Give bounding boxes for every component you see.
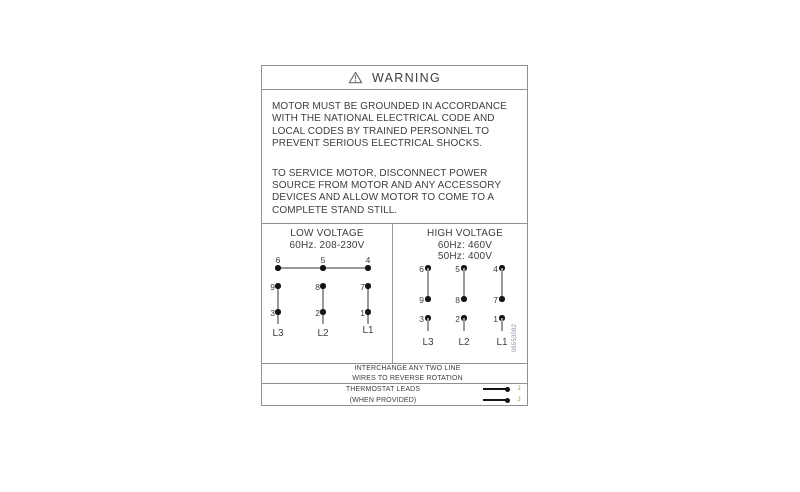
hv-terminal-8-dot: [461, 296, 467, 302]
rotation-note-row: [262, 363, 527, 383]
hv-terminal-2-number: 2: [455, 313, 460, 324]
lv-terminal-5-dot: [320, 265, 326, 271]
hv-wire-3-l3: [427, 318, 428, 331]
thermostat-lead-dot: [505, 398, 510, 403]
lv-terminal-3-number: 3: [270, 307, 275, 318]
lv-wire-8-2: [322, 286, 323, 324]
hv-line-label-l2: L2: [458, 337, 470, 348]
paragraph-line: COMPLETE STAND STILL.: [272, 204, 398, 216]
hv-terminal-3-number: 3: [419, 313, 424, 324]
lv-terminal-2-number: 2: [315, 307, 320, 318]
lv-terminal-9-dot: [275, 283, 281, 289]
warning-title: WARNING: [371, 70, 442, 85]
hv-terminal-6-number: 6: [419, 263, 424, 274]
paragraph-line: DEVICES AND ALLOW MOTOR TO COME TO A: [272, 192, 495, 204]
warning-header: [262, 66, 527, 90]
grounding-paragraph: [272, 101, 527, 151]
hv-terminal-4-number: 4: [493, 263, 498, 274]
lv-terminal-7-number: 7: [360, 281, 365, 292]
thermostat-lead-label-j: J: [517, 385, 521, 392]
service-paragraph: [272, 168, 527, 218]
lv-wire-9-3: [277, 286, 278, 324]
hv-wire-6-9: [427, 268, 428, 300]
hv-terminal-5-number: 5: [455, 263, 460, 274]
high-voltage-subtitle-60hz: 60Hz: 460V: [437, 239, 493, 251]
lv-terminal-4-dot: [365, 265, 371, 271]
lv-line-label-l1: L1: [362, 325, 374, 336]
hv-terminal-9-number: 9: [419, 294, 424, 305]
lv-terminal-4-number: 4: [365, 255, 371, 265]
thermostat-lead-wire: [483, 388, 507, 389]
hv-terminal-7-number: 7: [493, 294, 498, 305]
lv-terminal-9-number: 9: [270, 281, 275, 292]
lv-wire-7-1: [367, 286, 368, 324]
hv-wire-5-8: [463, 268, 464, 300]
high-voltage-title: HIGH VOLTAGE: [427, 228, 503, 239]
paragraph-line: SOURCE FROM MOTOR AND ANY ACCESSORY: [272, 180, 502, 192]
thermostat-lead-dot: [505, 387, 510, 392]
hv-wire-1-l1: [501, 318, 502, 331]
hv-wire-2-l2: [463, 318, 464, 331]
hv-terminal-8-number: 8: [455, 294, 460, 305]
hv-terminal-9-dot: [425, 296, 431, 302]
hv-line-label-l3: L3: [422, 337, 434, 348]
lv-terminal-7-dot: [365, 283, 371, 289]
lv-terminal-6-dot: [275, 265, 281, 271]
paragraph-line: MOTOR MUST BE GROUNDED IN ACCORDANCE: [272, 101, 507, 112]
high-voltage-heading: [400, 228, 530, 263]
hv-terminal-7-dot: [499, 296, 505, 302]
lv-terminal-1-dot: [365, 309, 371, 315]
high-voltage-subtitle-50hz: 50Hz: 400V: [437, 251, 493, 262]
lv-terminal-8-number: 8: [315, 281, 320, 292]
lv-terminal-8-dot: [320, 283, 326, 289]
paragraph-line: LOCAL CODES BY TRAINED PERSONNEL TO: [272, 125, 490, 137]
lv-terminal-1-number: 1: [360, 307, 365, 318]
low-voltage-heading: [262, 228, 392, 251]
motor-warning-label: [261, 65, 528, 406]
low-voltage-subtitle: 60Hz. 208-230V: [289, 239, 365, 251]
rotation-note-line2: WIRES TO REVERSE ROTATION: [352, 374, 463, 382]
lv-terminal-3-dot: [275, 309, 281, 315]
hv-line-label-l1: L1: [496, 337, 508, 348]
paragraph-line: WITH THE NATIONAL ELECTRICAL CODE AND: [272, 113, 495, 125]
rotation-note-line1: INTERCHANGE ANY TWO LINE: [354, 364, 461, 372]
paragraph-line: PREVENT SERIOUS ELECTRICAL SHOCKS.: [272, 138, 483, 150]
lv-terminal-5-number: 5: [320, 255, 326, 265]
lv-terminal-2-dot: [320, 309, 326, 315]
lv-terminal-6-number: 6: [275, 255, 281, 265]
low-voltage-title: LOW VOLTAGE: [290, 228, 364, 239]
hv-terminal-1-number: 1: [493, 313, 498, 324]
thermostat-leads-text: THERMOSTAT LEADS: [345, 385, 421, 393]
lv-line-label-l3: L3: [272, 328, 284, 339]
thermostat-lead-label-j: J: [517, 396, 521, 403]
warning-text-section: [262, 92, 527, 221]
thermostat-provided-text: (WHEN PROVIDED): [349, 396, 417, 404]
warning-triangle-icon: [348, 71, 363, 84]
lv-line-label-l2: L2: [317, 328, 329, 339]
paragraph-line: TO SERVICE MOTOR, DISCONNECT POWER: [272, 167, 488, 179]
hv-wire-4-7: [501, 268, 502, 300]
thermostat-lead-wire: [483, 399, 507, 400]
label-part-number: 96553082: [512, 323, 518, 353]
